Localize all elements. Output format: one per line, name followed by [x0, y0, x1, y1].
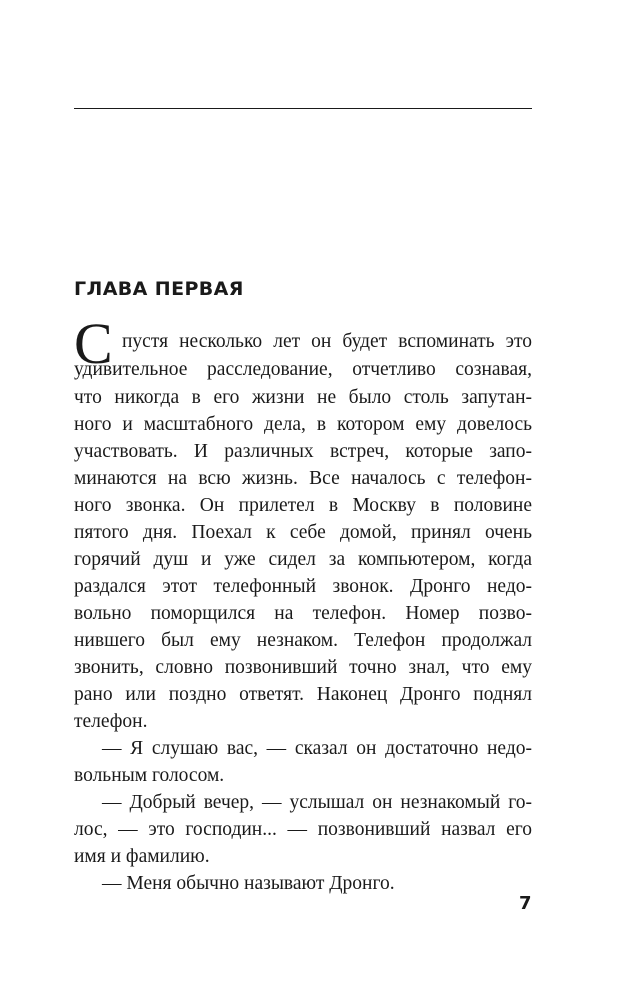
text-line: ного звонка. Он прилетел в Москву в половине — [74, 495, 532, 516]
text-line: рано или поздно ответят. Наконец Дронго поднял — [74, 684, 532, 705]
text-line: что никогда в его жизни не было столь запутан- — [74, 387, 532, 408]
text-line: вольно поморщился на телефон. Номер позво- — [74, 603, 532, 624]
text-line: телефон. — [74, 711, 148, 732]
text-line: имя и фамилию. — [74, 846, 210, 867]
text-line: участвовать. И различных встреч, которые запо- — [74, 441, 532, 462]
text-line: лос, — это господин... — позвонивший назвал его — [74, 819, 532, 840]
text-line: вольным голосом. — [74, 765, 225, 786]
text-line: нившего был ему незнаком. Телефон продолжал — [74, 630, 532, 651]
text-line: — Меня обычно называют Дронго. — [102, 873, 395, 894]
text-line: звонить, словно позвонивший точно знал, что ему — [74, 657, 532, 678]
text-line: минаются на всю жизнь. Все началось с телефон- — [74, 468, 532, 489]
text-line: ного и масштабного дела, в котором ему довелось — [74, 414, 532, 435]
page-number: 7 — [519, 893, 532, 914]
text-line: пустя несколько лет он будет вспоминать это — [122, 331, 532, 352]
top-rule — [74, 108, 532, 109]
text-line: горячий душ и уже сидел за компьютером, когда — [74, 549, 532, 570]
text-line: пятого дня. Поехал к себе домой, принял очень — [74, 522, 532, 543]
chapter-title: ГЛАВА ПЕРВАЯ — [74, 278, 244, 300]
text-line: — Добрый вечер, — услышал он незнакомый го- — [102, 792, 532, 813]
text-line: раздался этот телефонный звонок. Дронго недо- — [74, 576, 532, 597]
text-line: — Я слушаю вас, — сказал он достаточно недо- — [102, 738, 532, 759]
text-line: удивительное расследование, отчетливо сознавая, — [74, 359, 532, 380]
drop-cap: С — [74, 311, 113, 376]
